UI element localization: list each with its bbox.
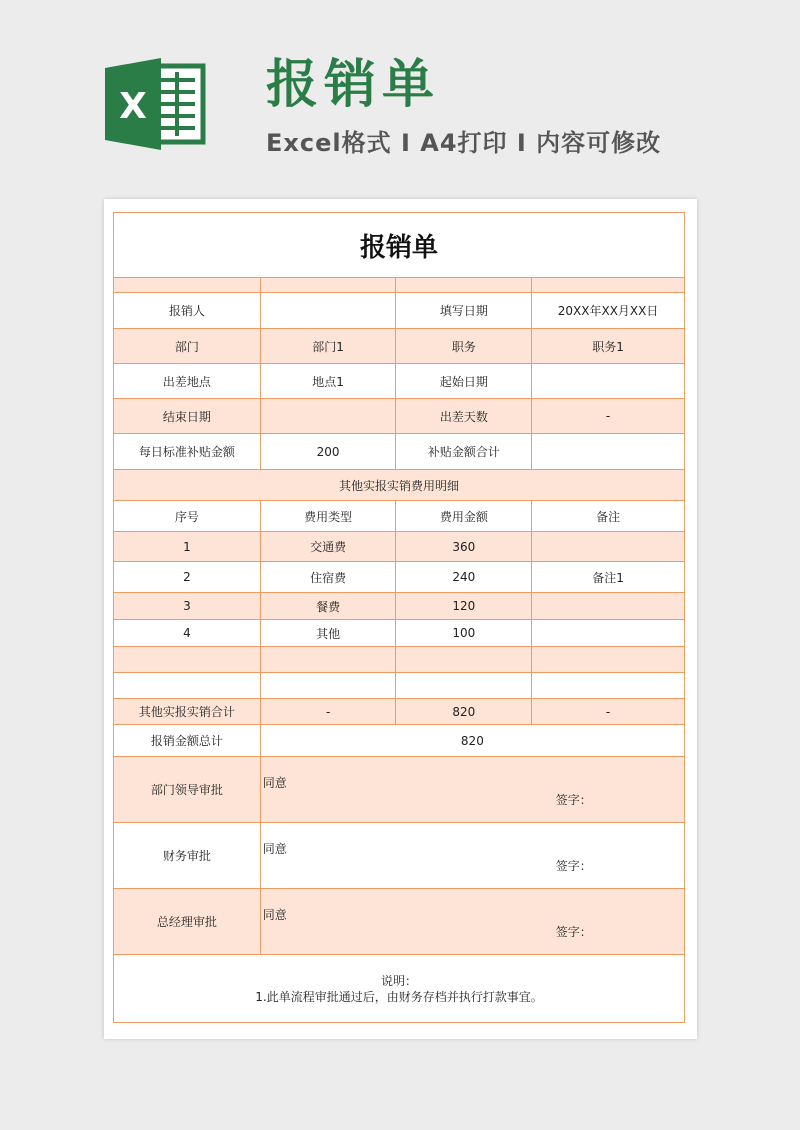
approval-opinion: 同意 (262, 908, 287, 922)
detail-cell[interactable]: 120 (396, 593, 532, 620)
notes-line: 1.此单流程审批通过后，由财务存档并执行打款事宜。 (255, 989, 543, 1004)
detail-cell[interactable] (114, 647, 261, 673)
spacer-cell (114, 278, 261, 293)
detail-total-amount: 820 (396, 699, 532, 725)
approval-field-finance[interactable] (260, 823, 684, 889)
detail-cell[interactable]: 餐费 (260, 593, 396, 620)
detail-total-note: - (532, 699, 685, 725)
table-row (114, 647, 685, 673)
detail-cell[interactable] (532, 673, 685, 699)
detail-cell[interactable]: 备注1 (532, 562, 685, 593)
detail-cell[interactable] (532, 620, 685, 647)
detail-cell[interactable]: 1 (114, 532, 261, 562)
approval-opinion: 同意 (262, 776, 287, 790)
location-label: 出差地点 (114, 364, 261, 399)
location-field[interactable]: 地点1 (260, 364, 396, 399)
excel-icon (103, 52, 207, 156)
notes-title: 说明： (380, 973, 417, 988)
allowance-total-field[interactable] (532, 434, 685, 470)
approval-label-finance: 财务审批 (114, 823, 261, 889)
detail-cell[interactable] (532, 532, 685, 562)
table-row (114, 673, 685, 699)
dept-field[interactable]: 部门1 (260, 329, 396, 364)
detail-cell[interactable] (114, 673, 261, 699)
detail-header-cell: 备注 (532, 501, 685, 532)
approval-label-gm: 总经理审批 (114, 889, 261, 955)
detail-cell[interactable]: 240 (396, 562, 532, 593)
signature-label: 签字： (555, 859, 592, 873)
detail-cell[interactable] (532, 593, 685, 620)
page-header (0, 0, 800, 195)
daily-allowance-field[interactable]: 200 (260, 434, 396, 470)
detail-header-cell: 序号 (114, 501, 261, 532)
detail-header-cell: 费用类型 (260, 501, 396, 532)
detail-cell[interactable] (396, 647, 532, 673)
end-date-label: 结束日期 (114, 399, 261, 434)
allowance-total-label: 补贴金额合计 (396, 434, 532, 470)
table-row (114, 562, 685, 593)
grand-total-label: 报销金额总计 (114, 725, 261, 757)
signature-label: 签字： (555, 793, 592, 807)
detail-cell[interactable] (260, 647, 396, 673)
detail-cell[interactable]: 100 (396, 620, 532, 647)
daily-allowance-label: 每日标准补贴金额 (114, 434, 261, 470)
detail-cell[interactable]: 其他 (260, 620, 396, 647)
detail-cell[interactable]: 360 (396, 532, 532, 562)
days-label: 出差天数 (396, 399, 532, 434)
approval-opinion: 同意 (262, 842, 287, 856)
grand-total-value: 820 (260, 725, 684, 757)
detail-cell[interactable]: 2 (114, 562, 261, 593)
reporter-field[interactable] (260, 293, 396, 329)
detail-cell[interactable] (260, 673, 396, 699)
page-subtitle: Excel格式 I A4打印 I 内容可修改 (266, 129, 662, 157)
page-title: 报销单 (266, 55, 441, 115)
end-date-field[interactable] (260, 399, 396, 434)
detail-cell[interactable]: 交通费 (260, 532, 396, 562)
position-label: 职务 (396, 329, 532, 364)
detail-cell[interactable]: 住宿费 (260, 562, 396, 593)
approval-label-dept: 部门领导审批 (114, 757, 261, 823)
fill-date-field[interactable]: 20XX年XX月XX日 (532, 293, 685, 329)
detail-section-title: 其他实报实销费用明细 (114, 470, 685, 501)
signature-label: 签字： (555, 925, 592, 939)
approval-field-gm[interactable] (260, 889, 684, 955)
dept-label: 部门 (114, 329, 261, 364)
detail-total-label: 其他实报实销合计 (114, 699, 261, 725)
start-date-field[interactable] (532, 364, 685, 399)
table-row (114, 620, 685, 647)
detail-cell[interactable] (396, 673, 532, 699)
table-row (114, 532, 685, 562)
start-date-label: 起始日期 (396, 364, 532, 399)
form-title: 报销单 (114, 213, 685, 278)
days-field[interactable]: - (532, 399, 685, 434)
detail-cell[interactable]: 4 (114, 620, 261, 647)
approval-field-dept[interactable] (260, 757, 684, 823)
detail-total-type: - (260, 699, 396, 725)
reimbursement-form (113, 212, 685, 1023)
detail-cell[interactable]: 3 (114, 593, 261, 620)
position-field[interactable]: 职务1 (532, 329, 685, 364)
reporter-label: 报销人 (114, 293, 261, 329)
notes-block (114, 955, 685, 1023)
detail-cell[interactable] (532, 647, 685, 673)
table-row (114, 593, 685, 620)
detail-header-cell: 费用金额 (396, 501, 532, 532)
svg-text:X: X (119, 86, 147, 127)
fill-date-label: 填写日期 (396, 293, 532, 329)
